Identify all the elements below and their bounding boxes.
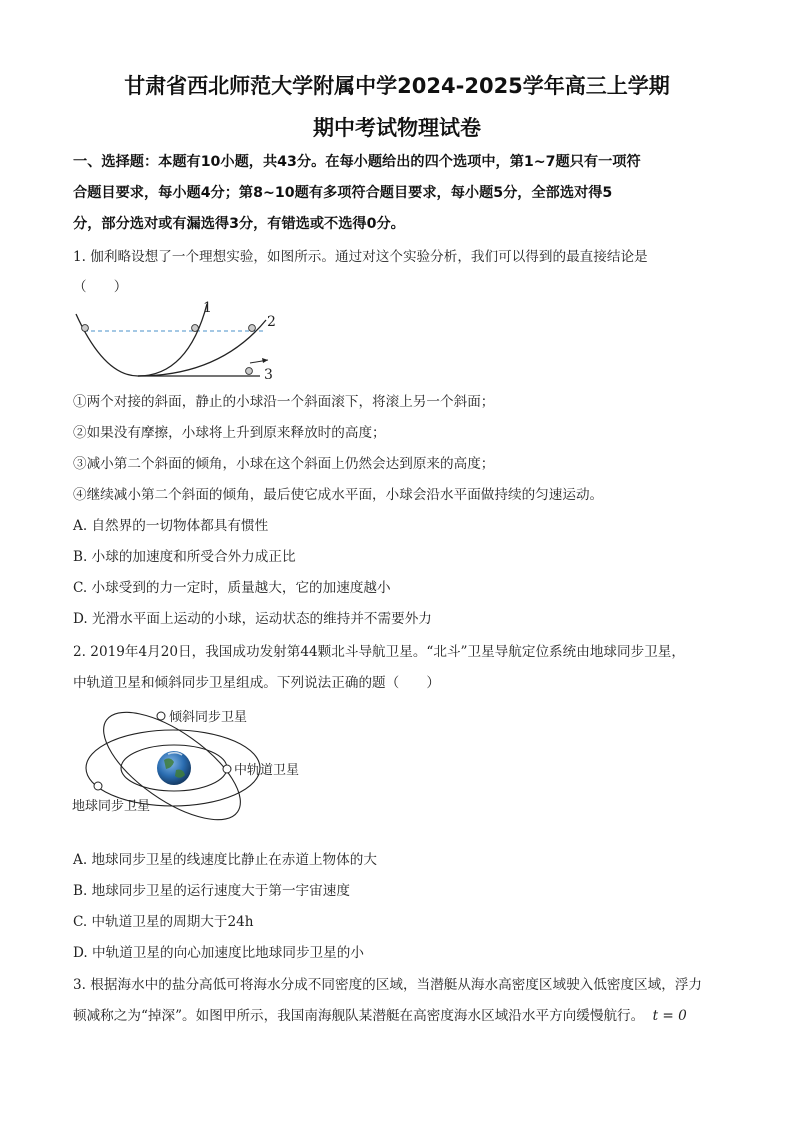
q1-step-4: ④继续减小第二个斜面的倾角，最后使它成水平面，小球会沿水平面做持续的匀速运动。 <box>73 487 604 503</box>
q2-label-medium: 中轨道卫星 <box>234 763 300 778</box>
q2-medium-satellite-icon <box>223 765 231 773</box>
q1-ball-on-floor-icon <box>246 368 253 375</box>
q2-option-d: D. 中轨道卫星的向心加速度比地球同步卫星的小 <box>73 945 364 961</box>
q1-option-b: B. 小球的加速度和所受合外力成正比 <box>73 549 296 565</box>
q1-step-2: ②如果没有摩擦，小球将上升到原来释放时的高度； <box>73 425 386 441</box>
q1-step-1: ①两个对接的斜面，静止的小球沿一个斜面滚下，将滚上另一个斜面； <box>73 394 495 410</box>
q1-start-ball-icon <box>82 325 89 332</box>
q1-label-2: 2 <box>267 314 276 330</box>
q2-inclined-satellite-icon <box>157 712 165 720</box>
section-instructions-line-1: 一、选择题：本题有10小题，共43分。在每小题给出的四个选项中，第1~7题只有一项符 <box>73 154 641 170</box>
q2-option-a: A. 地球同步卫星的线速度比静止在赤道上物体的大 <box>73 852 377 868</box>
q1-label-1: 1 <box>203 300 212 316</box>
q2-option-c: C. 中轨道卫星的周期大于24h <box>73 914 254 930</box>
section-instructions-line-2: 合题目要求，每小题4分；第8~10题有多项符合题目要求，每小题5分，全部选对得5 <box>73 185 613 201</box>
q3-stem-line-1: 3. 根据海水中的盐分高低可将海水分成不同密度的区域，当潜艇从海水高密度区域驶入低密度区域，浮力 <box>73 977 703 993</box>
q3-time-zero: t = 0 <box>652 1008 687 1024</box>
q3-stem-line-2-text: 顿减称之为“掉深”。如图甲所示，我国南海舰队某潜艇在高密度海水区域沿水平方向缓慢航行。 <box>73 1008 645 1024</box>
q1-ramp-1-curve <box>76 304 207 376</box>
exam-title-line-2: 期中考试物理试卷 <box>313 116 481 140</box>
q3-stem-line-2 <box>73 1004 687 1024</box>
q1-option-c: C. 小球受到的力一定时，质量越大，它的加速度越小 <box>73 580 391 596</box>
q1-ball-on-ramp-2-icon <box>249 325 256 332</box>
section-instructions-line-3: 分，部分选对或有漏选得3分，有错选或不选得0分。 <box>73 216 405 232</box>
earth-icon <box>157 751 191 785</box>
q1-step-3: ③减小第二个斜面的倾角，小球在这个斜面上仍然会达到原来的高度； <box>73 456 495 472</box>
q1-option-d: D. 光滑水平面上运动的小球，运动状态的维持并不需要外力 <box>73 611 432 627</box>
q2-stem-line-2: 中轨道卫星和倾斜同步卫星组成。下列说法正确的题（ ） <box>73 675 441 691</box>
q2-stem-line-1: 2. 2019年4月20日，我国成功发射第44颗北斗导航卫星。“北斗”卫星导航定位系统由地球同步卫星， <box>73 644 685 660</box>
exam-title-line-1: 甘肃省西北师范大学附属中学2024-2025学年高三上学期 <box>124 74 670 98</box>
q2-satellite-orbits-figure <box>70 698 320 838</box>
q1-ramp-2-curve <box>138 320 266 376</box>
q2-label-geo: 地球同步卫星 <box>72 799 151 814</box>
q2-label-inclined: 倾斜同步卫星 <box>169 710 248 725</box>
q1-galileo-ramp-figure <box>70 298 285 383</box>
q1-ball-on-ramp-1-icon <box>192 325 199 332</box>
q1-option-a: A. 自然界的一切物体都具有惯性 <box>73 518 269 534</box>
q1-stem: 1. 伽利略设想了一个理想实验，如图所示。通过对这个实验分析，我们可以得到的最直接结论是 <box>73 249 648 265</box>
q2-option-b: B. 地球同步卫星的运行速度大于第一宇宙速度 <box>73 883 350 899</box>
q1-answer-blank: （ ） <box>73 279 128 295</box>
q1-label-3: 3 <box>264 367 273 383</box>
q2-geo-satellite-icon <box>94 782 102 790</box>
